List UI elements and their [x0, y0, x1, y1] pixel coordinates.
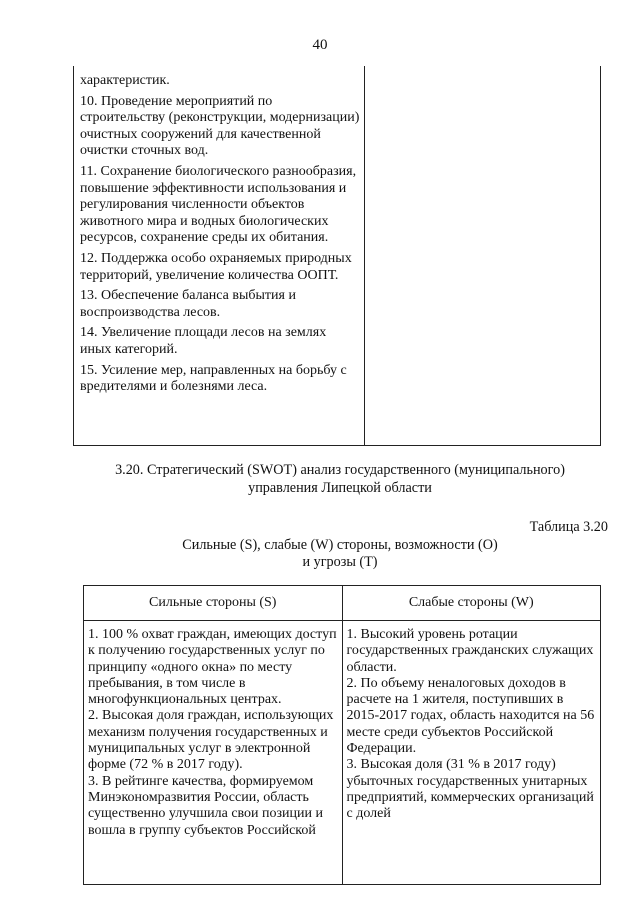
strength-item: 2. Высокая доля граждан, использующих механизм получения государственных и муниципальных услуг в электронной форме (72 % в 2017 году).	[88, 708, 334, 773]
column-divider	[364, 66, 365, 445]
measure-item: характеристик.	[80, 73, 170, 88]
measure-item: 14. Увеличение площади лесов на землях иных категорий.	[80, 325, 327, 357]
measure-item: 10. Проведение мероприятий по строительству (реконструкции, модернизации) очистных сооружений для качественной очистки сточных вод.	[80, 93, 360, 159]
table-title	[70, 537, 610, 571]
table-caption: Таблица 3.20	[529, 519, 608, 535]
weaknesses-header: Слабые стороны (W)	[342, 586, 601, 621]
section-heading-line: управления Липецкой области	[248, 480, 432, 496]
swot-table	[83, 585, 601, 885]
measure-item: 13. Обеспечение баланса выбытия и воспроизводства лесов.	[80, 288, 296, 320]
weaknesses-cell	[342, 621, 601, 885]
strengths-cell	[84, 621, 343, 885]
swot-header-row	[84, 586, 601, 621]
weakness-item: 3. Высокая доля (31 % в 2017 году) убыточных государственных унитарных предприятий, коммерческих организаций с долей	[346, 757, 594, 822]
strength-item: 3. В рейтинге качества, формируемом Минэкономразвития России, область существенно улучшила свои позиции и вошла в группу субъектов Российской	[88, 773, 324, 838]
measure-item: 11. Сохранение биологического разнообразия, повышение эффективности использования и регулирования численности объектов животного мира и водных биологических ресурсов, сохранение среды их обитания.	[80, 163, 357, 246]
weakness-item: 1. Высокий уровень ротации государственных гражданских служащих области.	[346, 627, 594, 675]
measure-item: 12. Поддержка особо охраняемых природных территорий, увеличение количества ООПТ.	[80, 250, 352, 283]
swot-body-row	[84, 621, 601, 885]
strengths-header: Сильные стороны (S)	[84, 586, 343, 621]
measures-cell	[80, 73, 360, 400]
page-number: 40	[312, 37, 328, 53]
section-heading-line: 3.20. Стратегический (SWOT) анализ государственного (муниципального)	[115, 462, 565, 478]
continued-table	[73, 66, 601, 446]
section-heading	[70, 461, 610, 497]
table-title-line: и угрозы (T)	[302, 554, 378, 570]
weakness-item: 2. По объему неналоговых доходов в расчете на 1 жителя, поступивших в 2015-2017 годах, область находится на 56 месте среди субъектов Российской Федерации.	[346, 675, 595, 757]
measure-item: 15. Усиление мер, направленных на борьбу с вредителями и болезнями леса.	[80, 362, 347, 395]
strength-item: 1. 100 % охват граждан, имеющих доступ к получению государственных услуг по принципу «одного окна» по месту пребывания, в том числе в многофункциональных центрах.	[88, 627, 337, 708]
table-title-line: Сильные (S), слабые (W) стороны, возможности (O)	[182, 537, 498, 553]
